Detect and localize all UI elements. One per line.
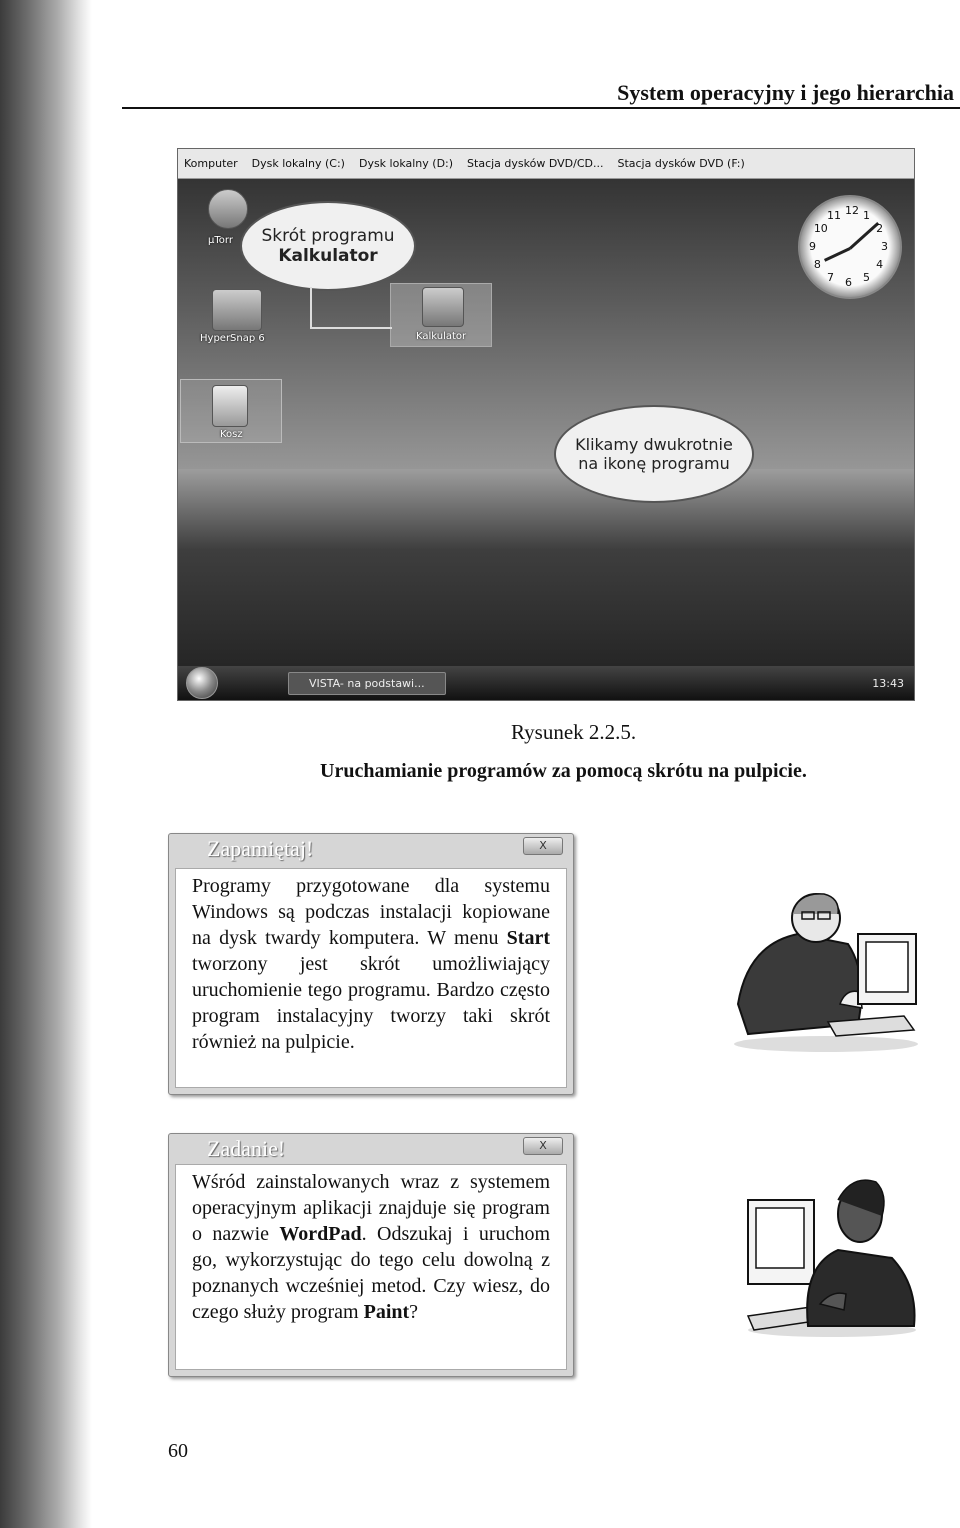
callout-double-click bbox=[554, 405, 754, 503]
desktop-icon-label: µTorr bbox=[208, 235, 233, 246]
task-title: Zadanie! bbox=[207, 1136, 286, 1161]
clock-numeral: 1 bbox=[863, 208, 870, 222]
wordpad-keyword: WordPad bbox=[279, 1223, 362, 1245]
task-text-part: Wśród zainstalowanych wraz z systemem operacyjnym aplikacji znajduje się program o nazwie bbox=[192, 1171, 550, 1245]
figure-number: Rysunek 2.2.5. bbox=[511, 720, 637, 744]
callout-line: Klikamy dwukrotnie bbox=[575, 435, 733, 454]
taskbar-button[interactable]: VISTA- na podstawi... bbox=[288, 672, 446, 695]
running-header: System operacyjny i jego hierarchia bbox=[617, 80, 954, 105]
desktop-screenshot bbox=[177, 148, 915, 701]
clock-gadget[interactable] bbox=[798, 195, 902, 299]
paint-keyword: Paint bbox=[363, 1301, 410, 1323]
clock-numeral: 3 bbox=[881, 240, 888, 253]
address-item[interactable]: Dysk lokalny (D:) bbox=[358, 157, 454, 170]
taskbar-clock[interactable]: 13:43 bbox=[872, 676, 904, 690]
address-bar bbox=[178, 149, 914, 179]
clock-numeral: 6 bbox=[845, 276, 852, 289]
callout-line: na ikonę programu bbox=[578, 454, 730, 473]
task-text bbox=[175, 1164, 567, 1370]
remember-text-part: Programy przygotowane dla systemu Windows są podczas instalacji kopiowane na dysk twardy komputera. W menu bbox=[192, 875, 550, 949]
man-at-computer-illustration bbox=[728, 884, 924, 1054]
task-box bbox=[168, 1133, 574, 1377]
hypersnap-icon[interactable] bbox=[212, 289, 262, 331]
clock-numeral: 2 bbox=[876, 222, 884, 235]
start-button[interactable] bbox=[186, 667, 218, 699]
clock-numeral: 11 bbox=[827, 208, 841, 222]
desktop-icon-label: Kosz bbox=[220, 429, 243, 440]
clock-numeral: 4 bbox=[876, 258, 884, 271]
address-item[interactable]: Komputer bbox=[184, 157, 238, 170]
calculator-icon[interactable] bbox=[422, 287, 464, 327]
recycle-bin-icon[interactable] bbox=[212, 385, 248, 427]
close-button[interactable]: X bbox=[523, 1137, 563, 1155]
callout-shortcut bbox=[240, 201, 416, 291]
clock-numeral: 10 bbox=[813, 222, 828, 235]
callout-line: Kalkulator bbox=[278, 246, 378, 266]
desktop-icon-label: HyperSnap 6 bbox=[200, 333, 265, 344]
background-mountains bbox=[178, 149, 914, 480]
remember-text bbox=[175, 868, 567, 1088]
remember-box bbox=[168, 833, 574, 1095]
address-item[interactable]: Dysk lokalny (C:) bbox=[251, 157, 345, 170]
clock-numeral: 7 bbox=[827, 271, 834, 285]
start-keyword: Start bbox=[506, 927, 550, 949]
callout-line: Skrót programu bbox=[261, 226, 395, 246]
clock-numeral: 8 bbox=[813, 258, 821, 271]
clock-numeral: 5 bbox=[863, 271, 870, 285]
remember-title: Zapamiętaj! bbox=[207, 836, 314, 861]
callout-arrow bbox=[310, 287, 392, 329]
task-text-part: ? bbox=[409, 1301, 419, 1323]
clock-hour-hand bbox=[824, 247, 851, 262]
address-item[interactable]: Stacja dysków DVD/CD... bbox=[467, 157, 604, 170]
figure-caption: Uruchamianie programów za pomocą skrótu na pulpicie. bbox=[320, 760, 807, 782]
page-side-shading bbox=[0, 0, 92, 1528]
header-rule bbox=[122, 107, 960, 109]
remember-text-part: tworzony jest skrót umożliwiający uruchomienie tego programu. Bardzo często program instalacyjny tworzy taki skrót również na pulpicie. bbox=[192, 953, 550, 1053]
utorrent-icon[interactable] bbox=[208, 189, 248, 229]
task-text-part: . Odszukaj i uruchom go, wykorzystując do tego celu dowolną z poznanych wcześniej metod. Czy wiesz, do czego służy program bbox=[192, 1223, 550, 1323]
desktop-icon-label: Kalkulator bbox=[416, 331, 467, 342]
taskbar bbox=[178, 666, 914, 700]
clock-numeral: 9 bbox=[809, 240, 816, 253]
page-number: 60 bbox=[168, 1440, 188, 1462]
clock-numeral: 12 bbox=[845, 204, 859, 217]
address-item[interactable]: Stacja dysków DVD (F:) bbox=[617, 157, 745, 170]
woman-at-computer-illustration bbox=[742, 1166, 922, 1338]
close-button[interactable]: X bbox=[523, 837, 563, 855]
clock-minute-hand bbox=[849, 222, 879, 250]
